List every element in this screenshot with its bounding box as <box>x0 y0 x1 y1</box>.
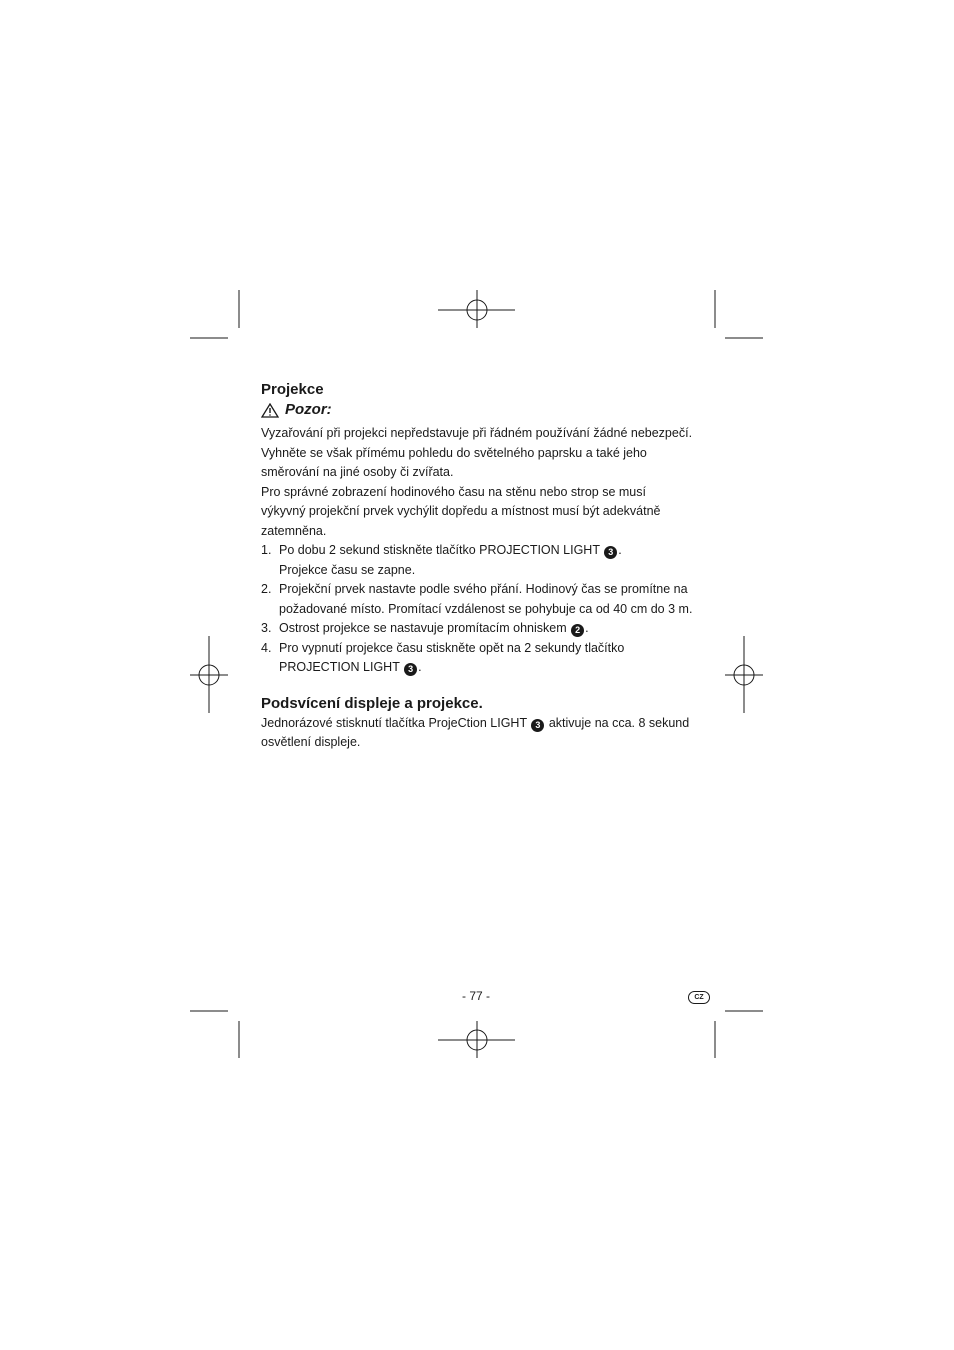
page-number: - 77 - <box>461 989 490 1003</box>
backlight-paragraph <box>261 714 693 753</box>
registration-mark-top <box>438 290 515 328</box>
warning-triangle-icon <box>261 403 279 418</box>
step-text: Pro vypnutí projekce času stiskněte opět na 2 sekundy tlačítko PROJECTION LIGHT <box>279 640 625 674</box>
warning-label: Pozor: <box>285 401 332 418</box>
list-item <box>261 639 693 678</box>
step-text: Projekční prvek nastavte podle svého přání. Hodinový čas se promítne na požadované místo. Promítací vzdálenost se pohybuje ca od 40 cm do 3 m. <box>279 582 693 616</box>
list-item <box>261 580 693 619</box>
country-badge: CZ <box>688 991 710 1004</box>
part-reference-icon: 2 <box>571 624 584 637</box>
list-item <box>261 619 693 639</box>
registration-mark-left <box>190 636 228 713</box>
step-text-end: . <box>618 543 622 557</box>
step-number: 1. <box>261 543 272 557</box>
instruction-paragraph: Pro správné zobrazení hodinového času na stěnu nebo strop se musí výkyvný projekční prvek vychýlit dopředu a místnost musí být adekvátně zatemněna. <box>261 484 661 538</box>
list-item <box>261 541 693 580</box>
step-text-end: . <box>585 621 589 635</box>
registration-mark-bottom <box>438 1021 515 1058</box>
step-text: Ostrost projekce se nastavuje promítacím ohniskem <box>279 621 567 635</box>
section-title-projection: Projekce <box>261 381 324 398</box>
step-text-end: . <box>418 660 422 674</box>
part-reference-icon: 3 <box>531 719 544 732</box>
registration-mark-right <box>725 636 763 713</box>
step-number: 2. <box>261 582 272 596</box>
backlight-text-end: aktivuje na cca. 8 sekund osvětlení displeje. <box>261 715 690 749</box>
step-number: 4. <box>261 640 272 655</box>
backlight-text: Jednorázové stisknutí tlačítka ProjeCtion LIGHT <box>261 715 527 730</box>
part-reference-icon: 3 <box>604 546 617 559</box>
warning-paragraph: Vyzařování při projekci nepředstavuje při řádném používání žádné nebezpečí. Vyhněte se však přímému pohledu do světelného paprsku a také jeho směrování na jiné osoby či zvířata. <box>261 426 693 479</box>
step-result: Projekce času se zapne. <box>279 562 416 577</box>
section-title-backlight: Podsvícení displeje a projekce. <box>261 694 483 712</box>
warning-heading <box>261 400 693 420</box>
step-text: Po dobu 2 sekund stiskněte tlačítko PROJECTION LIGHT <box>279 543 600 557</box>
part-reference-icon: 3 <box>404 663 417 676</box>
step-number: 3. <box>261 621 272 635</box>
manual-content <box>261 380 693 753</box>
steps-list <box>261 541 693 678</box>
